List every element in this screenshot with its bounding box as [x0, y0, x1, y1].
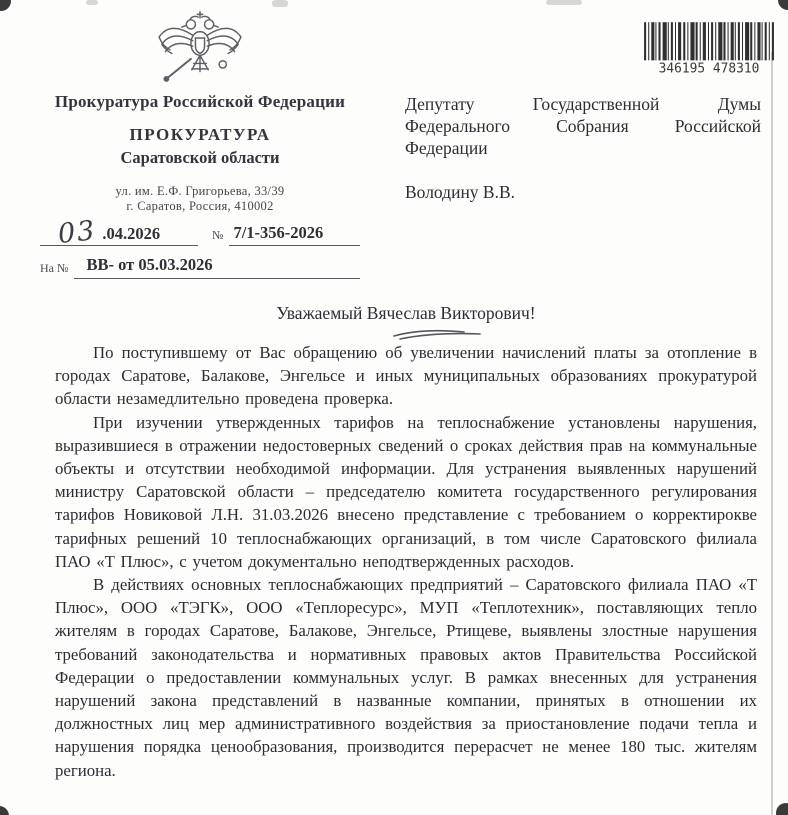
- org-parent-name: Прокуратура Российской Федерации: [54, 92, 346, 111]
- reference-label: На №: [40, 261, 69, 275]
- coat-of-arms-eagle-icon: [150, 8, 250, 88]
- paragraph-2: При изучении утвержденных тарифов на теплоснабжение установлены нарушения, выразившиеся в отражении недостоверных сведений о сроках действия прав на коммунальные объекты и отсутствии необходимой информации. Для устранения выявленных нарушений министру Саратовской области – председателю комитета государственного регулирования тарифов Новиковой Л.Н. 31.03.2026 внесено представление с требованием о корректирокве тарифных решений 10 теплоснабжающих организаций, в том числе Саратовского филиала ПАО «Т Плюс», с учетом документально неподтвержденных расходов.: [55, 412, 757, 571]
- paragraph-3: В действиях основных теплоснабжающих предприятий – Саратовского филиала ПАО «Т Плюс», ООО «ТЭГК», ООО «Теплоресурс», МУП «Теплотехник», поставляющих тепло жителям в городах Саратове, Балакове, Энгельсе, Ртищеве, выявлены злостные нарушения требований законодательства и нормативных правовых актов Правительства Российской Федерации о предоставлении коммунальных услуг. В рамках внесенных для устранения нарушений закона представлений в названные компании, принятых в отношении их должностных лиц мер административного воздействия за приостановление подачи тепла и нарушения порядка ценообразования, производится перерасчет не менее 180 тыс. жителям региона.: [55, 575, 757, 780]
- reference-row: [40, 255, 360, 279]
- scan-smudge: [546, 0, 582, 5]
- scan-corner-mark: [0, 0, 11, 11]
- scan-corner-mark: [0, 806, 9, 815]
- paragraph-1: По поступившему от Вас обращению об увеличении начислений платы за отопление в городах Саратове, Балакове, Энгельсе и иных муниципальных образованиях прокуратурой области незамедлительно проведена проверка.: [55, 343, 757, 409]
- scan-corner-mark: [778, 0, 788, 10]
- recipient-org: Депутату Государственной Думы Федерального Собрания Российской Федерации: [405, 94, 761, 158]
- reference-value: ВВ- от 05.03.2026: [74, 255, 360, 279]
- handwritten-underline-icon: [390, 326, 486, 342]
- salutation: Уважаемый Вячеслав Викторович!: [276, 303, 536, 323]
- org-address: [40, 184, 360, 214]
- recipient-block: [405, 93, 761, 203]
- outgoing-date-rest: .04.2026: [102, 224, 161, 243]
- handwritten-day: 03: [56, 215, 98, 250]
- letter-body: [55, 341, 757, 782]
- recipient-name: Володину В.В.: [405, 182, 516, 202]
- org-name-line2: Саратовской области: [120, 148, 280, 167]
- number-sign-label: №: [212, 228, 224, 242]
- org-name-line1: ПРОКУРАТУРА: [129, 125, 271, 144]
- outgoing-date: [40, 215, 198, 250]
- scan-smudge: [86, 0, 98, 5]
- scan-corner-mark: [776, 803, 788, 815]
- page-edge-line: [771, 52, 773, 815]
- outgoing-date-row: [40, 215, 360, 250]
- org-address-line2: г. Саратов, Россия, 410002: [126, 199, 274, 213]
- outgoing-number: 7/1-356-2026: [229, 223, 360, 246]
- barcode-icon: [642, 22, 776, 76]
- barcode-digits: 346195 478310: [658, 61, 760, 76]
- org-address-line1: ул. им. Е.Ф. Григорьева, 33/39: [115, 184, 285, 198]
- letterhead: [40, 6, 360, 279]
